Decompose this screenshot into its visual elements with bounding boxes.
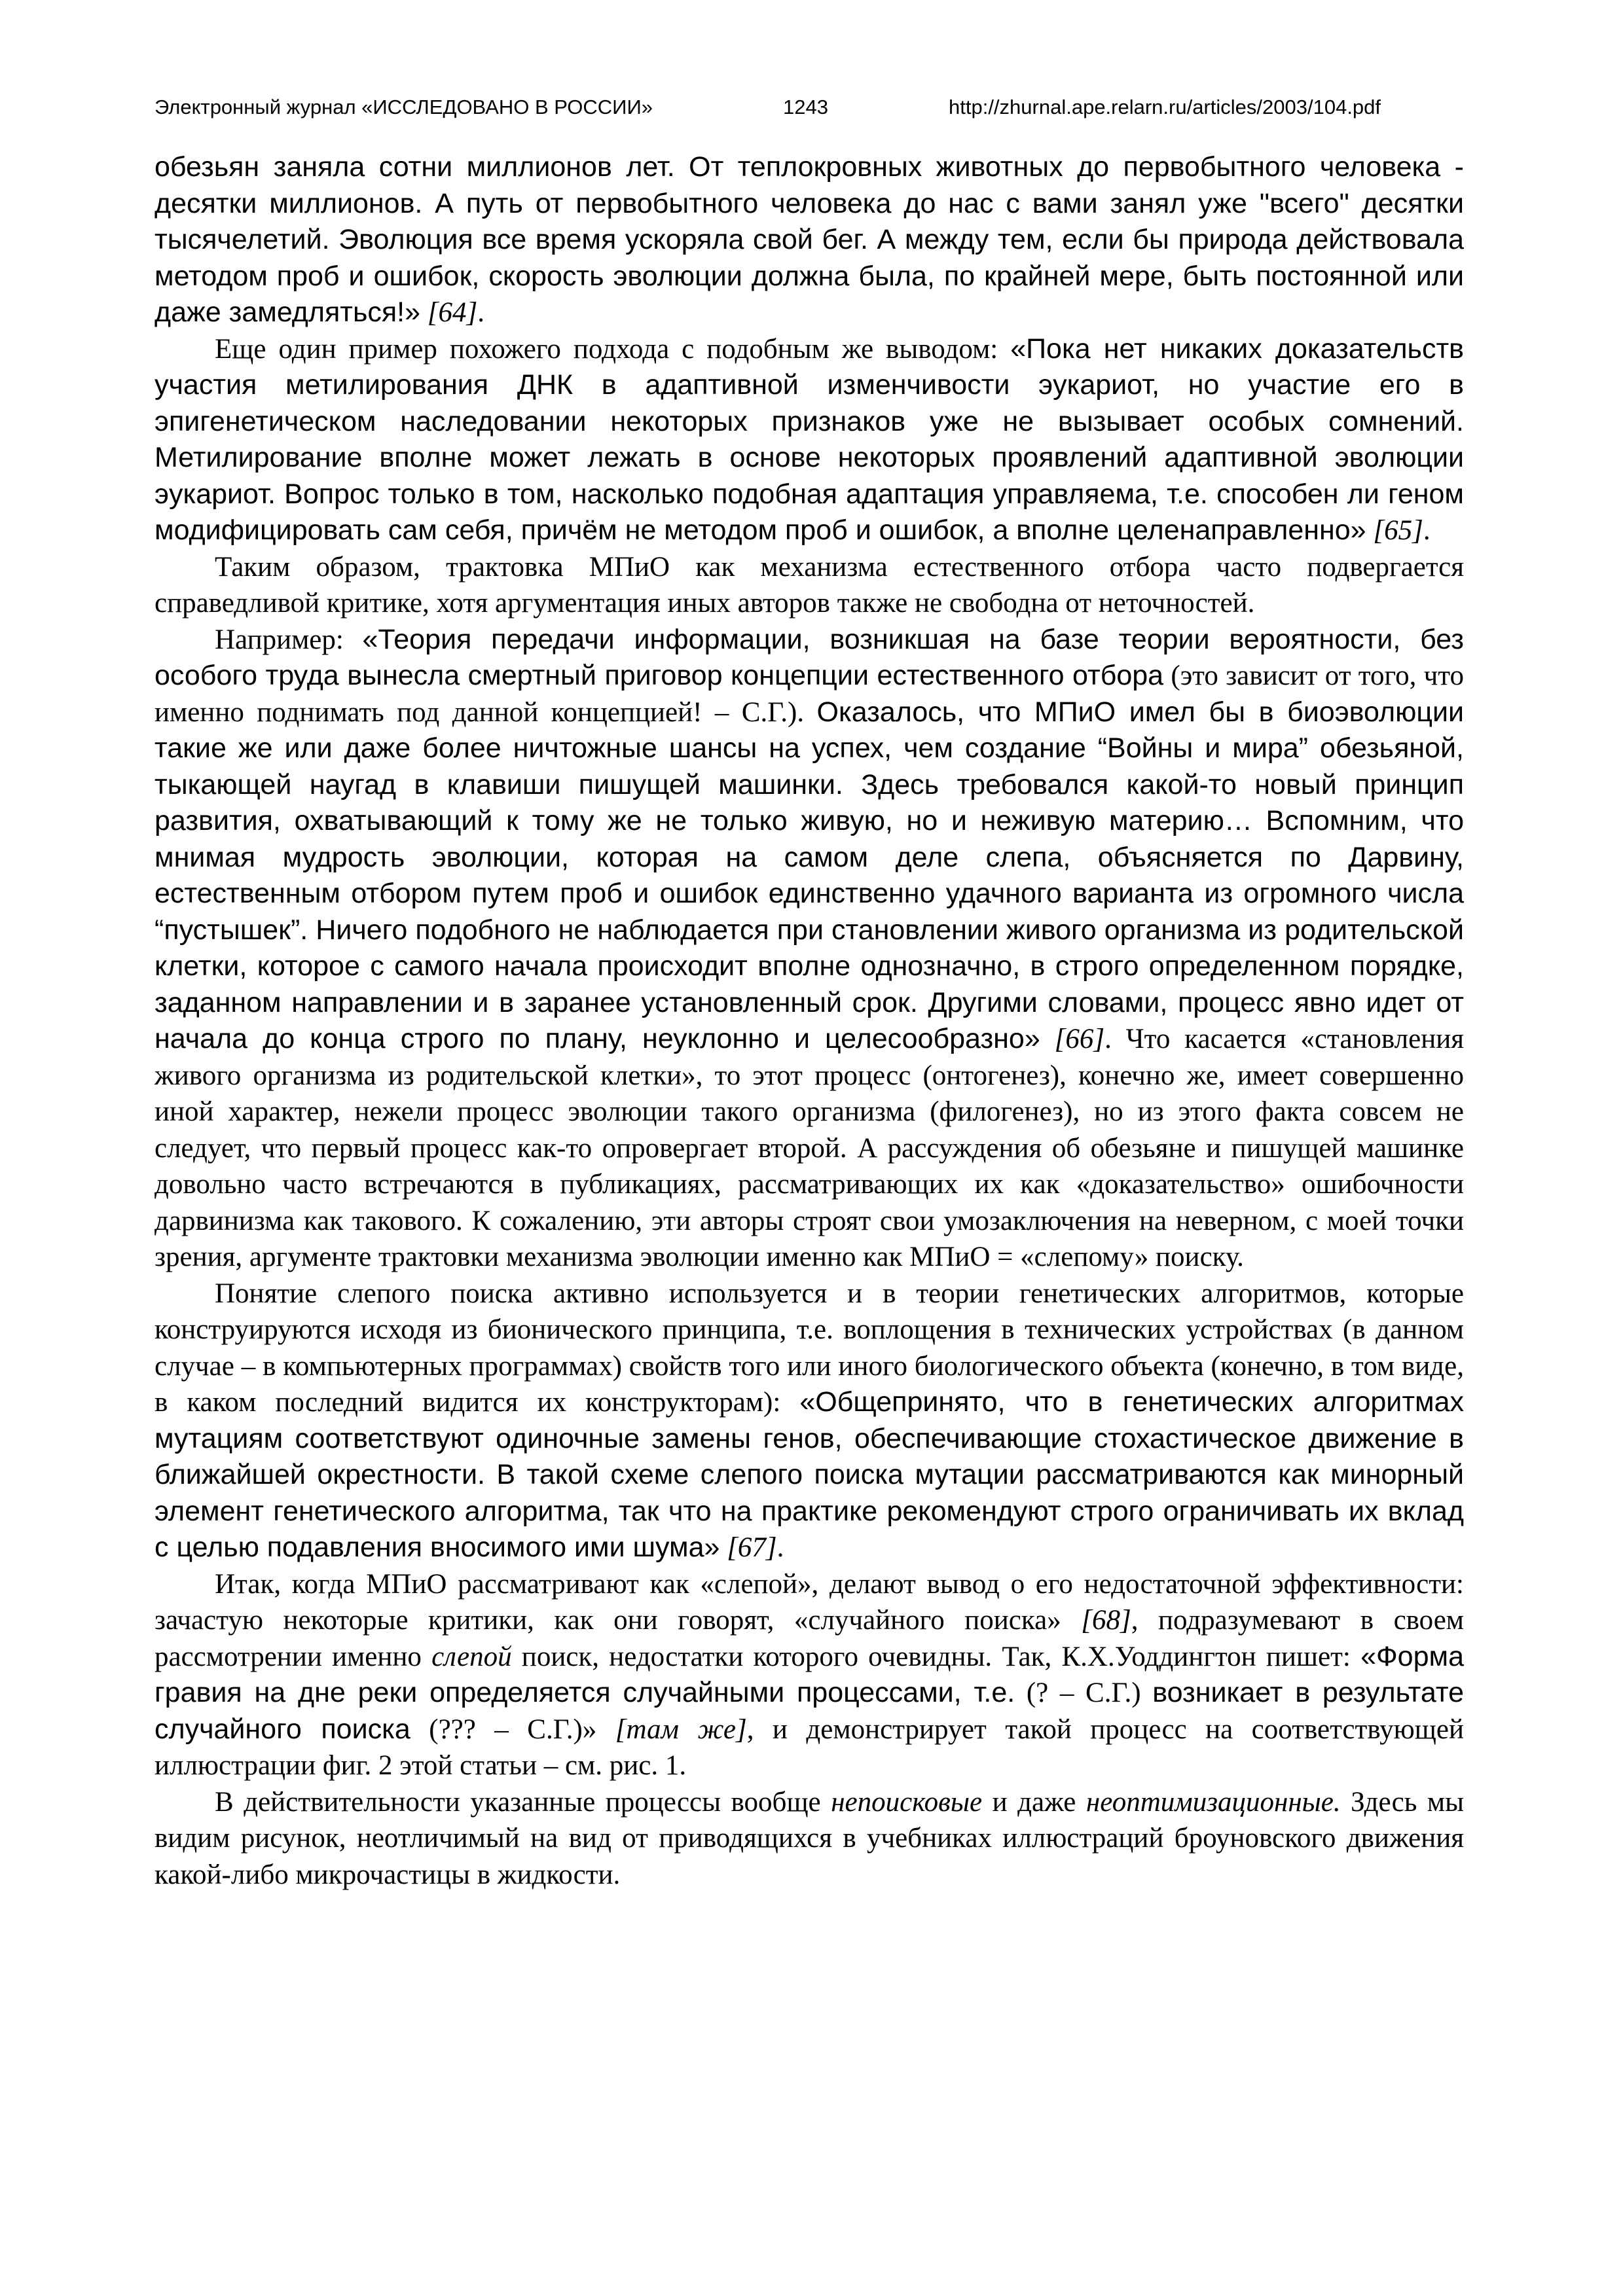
journal-title: Электронный журнал «ИССЛЕДОВАНО В РОССИИ» — [155, 96, 653, 118]
author-remark: (это зависит от того, что именно поднимать под данной концепцией! – С.Г.). — [155, 660, 1465, 728]
paragraph-text: Итак, когда МПиО рассматривают как «слепой», делают вывод о его недостаточной эффективности: зачастую некоторые критики, как они говорят, «случайного поиска» — [155, 1568, 1464, 1636]
emphasis-text: слепой — [431, 1641, 512, 1672]
paragraph-2 — [155, 331, 1464, 549]
paragraph-3 — [155, 549, 1464, 622]
paragraph-text: , подразумевают в своем рассмотрении именно — [155, 1605, 1464, 1672]
citation-ref: [67] — [727, 1532, 777, 1563]
article-body — [155, 149, 1464, 1893]
paragraph-text: . Что касается «становления живого организма из родительской клетки», то этот процесс (онтогенез), конечно же, имеет совершенно иной характер, нежели процесс эволюции такого организма (филогенез), но из этого факта совсем не следует, что первый процесс как-то опровергает второй. А рассуждения об обезьяне и пишущей машинке довольно часто встречаются в публикациях, рассматривающих их как «доказательство» ошибочности дарвинизма как такового. К сожалению, эти авторы строят свои умозаключения на неверном, с моей точки зрения, аргументе трактовки механизма эволюции именно как МПиО = «слепому» поиску. — [155, 1024, 1464, 1272]
punctuation: . — [477, 297, 484, 328]
paragraph-text: и даже — [982, 1786, 1086, 1818]
paragraph-text: В действительности указанные процессы вообще — [215, 1786, 831, 1818]
page-number: 1243 — [783, 96, 828, 118]
quote-text: «Теория передачи информации, возникшая на базе теории вероятности, без особого труда вынесла смертный приговор концепции естественного отбора — [155, 623, 1464, 691]
quote-text: Оказалось, что МПиО имел бы в биоэволюции такие же или даже более ничтожные шансы на успех, чем создание “Войны и мира” обезьяной, тыкающей наугад в клавиши пишущей машинки. Здесь требовался какой-то новый принцип развития, охватывающий к тому же не только живую, но и неживую материю… Вспомним, что мнимая мудрость эволюции, которая на самом деле слепа, объясняется по Дарвину, естественным отбором путем проб и ошибок единственно удачного варианта из огромного числа “пустышек”. Ничего подобного не наблюдается при становлении живого организма из родительской клетки, которое с самого начала происходит вполне однозначно, в строго определенном порядке, заданном направлении и в заранее установленный срок. Другими словами, процесс явно идет от начала до конца строго по плану, неуклонно и целесообразно» — [155, 696, 1464, 1054]
citation-ref: [66] — [1054, 1024, 1105, 1054]
quote-text: обезьян заняла сотни миллионов лет. От теплокровных животных до первобытного человека - десятки миллионов. А путь от первобытного человека до нас с вами занял уже "всего" десятки тысячелетий. Эволюция все время ускоряла свой бег. А между тем, если бы природа действовала методом проб и ошибок, скорость эволюции должна была, по крайней мере, быть постоянной или даже замедляться!» — [155, 151, 1464, 328]
paragraph-text: , и демонстрирует такой процесс на соответствующей иллюстрации фиг. 2 этой статьи – см. рис. 1. — [155, 1713, 1464, 1781]
article-url: http://zhurnal.ape.relarn.ru/articles/2003/104.pdf — [949, 96, 1381, 118]
quote-text: возникает в результате случайного поиска — [155, 1677, 1464, 1745]
running-header — [155, 96, 1464, 128]
author-remark: (? – С.Г.) — [1015, 1677, 1153, 1708]
emphasis-text: непоисковые — [831, 1786, 983, 1818]
paragraph-5 — [155, 1276, 1464, 1566]
paragraph-text: Таким образом, трактовка МПиО как механизма естественного отбора часто подвергается справедливой критике, хотя аргументация иных авторов также не свободна от неточностей. — [155, 551, 1464, 619]
citation-ref: [68] — [1081, 1605, 1131, 1636]
paragraph-text: Еще один пример похожего подхода с подобным же выводом: — [215, 333, 1011, 365]
paragraph-text: Понятие слепого поиска активно используется и в теории генетических алгоритмов, которые конструируются исходя из бионического принципа, т.е. воплощения в технических устройствах (в данном случае – в компьютерных программах) свойств того или иного биологического объекта (конечно, в том виде, в каком последний видится их конструкторам): — [155, 1278, 1464, 1418]
punctuation: . — [776, 1532, 784, 1563]
citation-ref: [64] — [427, 297, 478, 328]
quote-text: «Общепринято, что в генетических алгоритмах мутациям соответствуют одиночные замены генов, обеспечивающие стохастическое движение в ближайшей окрестности. В такой схеме слепого поиска мутации рассматриваются как минорный элемент генетического алгоритма, так что на практике рекомендуют строго ограничивать их вклад с целью подавления вносимого ими шума» — [155, 1386, 1464, 1563]
paragraph-6 — [155, 1566, 1464, 1784]
punctuation: . — [1423, 515, 1431, 546]
emphasis-text: неоптимизационные. — [1085, 1786, 1341, 1818]
paragraph-4 — [155, 622, 1464, 1276]
paragraph-1 — [155, 149, 1464, 331]
paragraph-7 — [155, 1784, 1464, 1893]
quote-text: «Пока нет никаких доказательств участия метилирования ДНК в адаптивной изменчивости эукариот, но участие его в эпигенетическом наследовании некоторых признаков уже не вызывает особых сомнений. Метилирование вполне может лежать в основе некоторых проявлений адаптивной эволюции эукариот. Вопрос только в том, насколько подобная адаптация управляема, т.е. способен ли геном модифицировать сам себя, причём не методом проб и ошибок, а вполне целенаправленно» — [155, 332, 1464, 546]
citation-ref: [там же] — [615, 1713, 747, 1745]
citation-ref: [65] — [1373, 515, 1423, 546]
paragraph-text: поиск, недостатки которого очевидны. Так, К.Х.Уоддингтон пишет: — [511, 1641, 1361, 1672]
quote-text: «Форма гравия на дне реки определяется случайными процессами, т.е. — [155, 1640, 1464, 1708]
author-remark: (??? – С.Г.)» — [410, 1713, 615, 1745]
paragraph-text: Здесь мы видим рисунок, неотличимый на вид от приводящихся в учебниках иллюстраций броуновского движения какой-либо микрочастицы в жидкости. — [155, 1786, 1465, 1890]
paragraph-text: Например: — [215, 624, 363, 655]
